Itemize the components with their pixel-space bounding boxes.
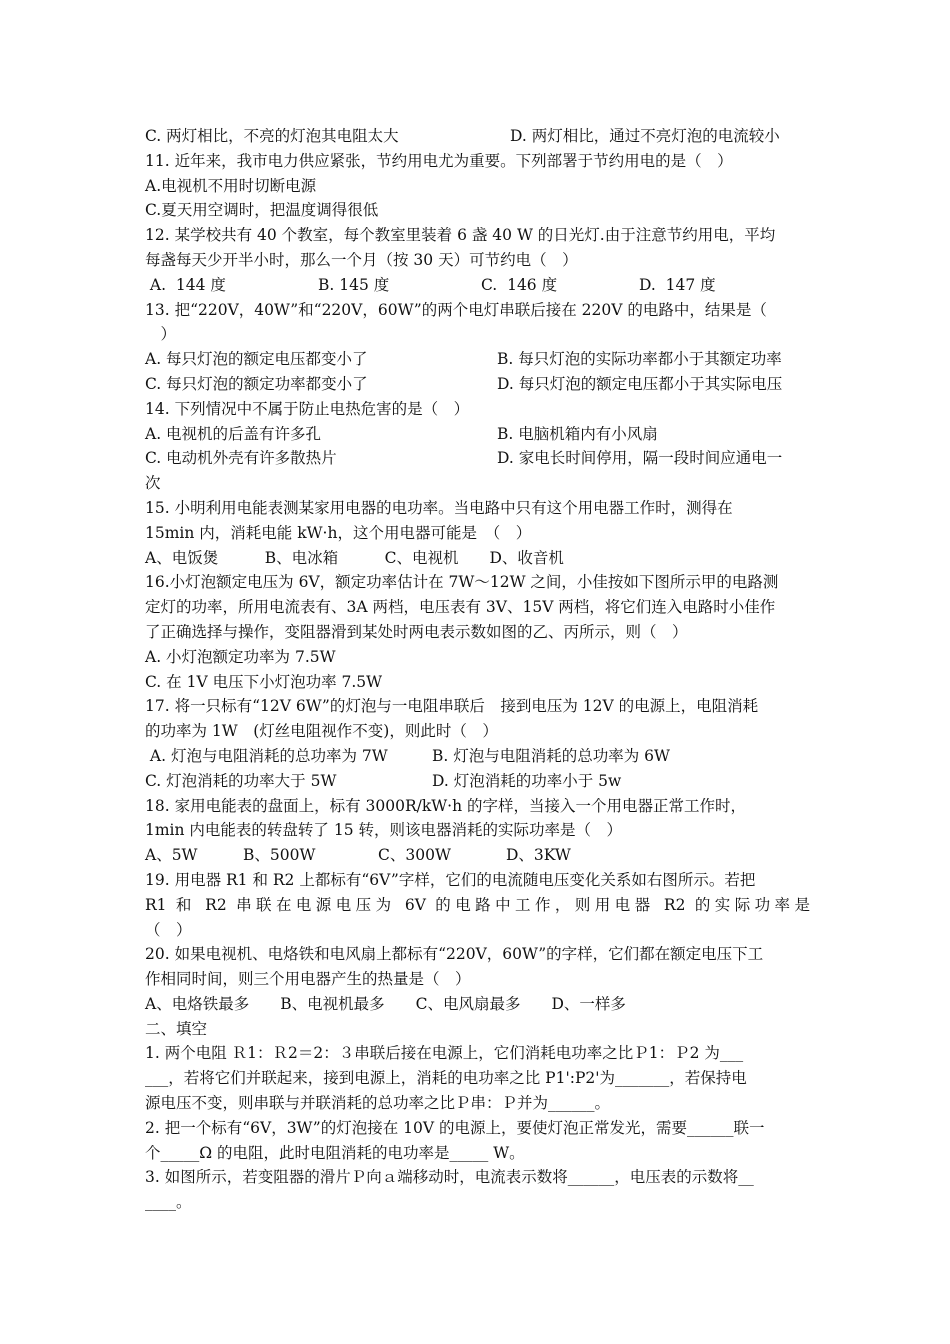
- option-text: D. 147 度: [639, 275, 716, 294]
- option-row: [145, 124, 810, 149]
- text-line: A. 小灯泡额定功率为 7.5W: [145, 647, 336, 666]
- option-row: [145, 422, 810, 447]
- option-row: [145, 769, 810, 794]
- option-row: [145, 273, 810, 298]
- text-line: 11. 近年来，我市电力供应紧张，节约用电尤为重要。下列部署于节约用电的是（ ）: [145, 151, 733, 170]
- text-line: 源电压不变，则串联与并联消耗的总功率之比Ｐ串：Ｐ并为______。: [145, 1094, 611, 1113]
- text-line: 17. 将一只标有“12V 6W”的灯泡与一电阻串联后 接到电压为 12V 的电源上，电阻消耗: [145, 697, 759, 716]
- text-line: 2. 把一个标有“6V，3W”的灯泡接在 10V 的电源上，要使灯泡正常发光，需要______联一: [145, 1118, 765, 1137]
- text-line: C. 在 1V 电压下小灯泡功率 7.5W: [145, 672, 383, 691]
- option-text: A、5W: [145, 846, 198, 865]
- text-line: ___，若将它们并联起来，接到电源上，消耗的电功率之比 P1':P2'为_______，若保持电: [145, 1069, 747, 1088]
- text-line: 16.小灯泡额定电压为 6V，额定功率估计在 7W～12W 之间，小佳按如下图所示甲的电路测: [145, 573, 779, 592]
- text-line: 19. 用电器 R1 和 R2 上都标有“6V”字样，它们的电流随电压变化关系如右图所示。若把: [145, 870, 756, 889]
- option-text: B、500W: [243, 846, 316, 865]
- text-line: 12. 某学校共有 40 个教室，每个教室里装着 6 盏 40 W 的日光灯.由于注意节约用电，平均: [145, 226, 776, 245]
- option-text: D. 每只灯泡的额定电压都小于其实际电压: [497, 374, 783, 393]
- option-text: D. 家电长时间停用，隔一段时间应通电一: [497, 449, 783, 468]
- option-text: C. 灯泡消耗的功率大于 5W: [145, 771, 337, 790]
- option-text: C. 每只灯泡的额定功率都变小了: [145, 374, 368, 393]
- option-text: B. 每只灯泡的实际功率都小于其额定功率: [497, 350, 782, 369]
- text-line: 的功率为 1W (灯丝电阻视作不变)，则此时（ ）: [145, 722, 498, 741]
- text-line: 18. 家用电能表的盘面上，标有 3000R/kW·h 的字样，当接入一个用电器正常工作时，: [145, 796, 747, 815]
- option-text: B. 电脑机箱内有小风扇: [497, 424, 658, 443]
- text-line: 定灯的功率，所用电流表有、3A 两档，电压表有 3V、15V 两档，将它们连入电路时小佳作: [145, 598, 776, 617]
- text-line: ____。: [145, 1193, 192, 1212]
- option-text: C、300W: [378, 846, 451, 865]
- text-line: A、电饭煲 B、电冰箱 C、电视机 D、收音机: [145, 548, 564, 567]
- text-line: （ ）: [145, 920, 192, 939]
- text-line: 个_____Ω 的电阻，此时电阻消耗的电功率是_____ W。: [145, 1143, 525, 1162]
- option-text: C. 两灯相比，不亮的灯泡其电阻太大: [145, 127, 399, 145]
- text-line: 每盏每天少开半小时，那么一个月（按 30 天）可节约电（ ）: [145, 250, 578, 269]
- option-text: D. 灯泡消耗的功率小于 5w: [432, 771, 622, 790]
- option-text: A. 灯泡与电阻消耗的总功率为 7W: [145, 746, 388, 765]
- option-row: [145, 372, 810, 397]
- option-row: [145, 843, 810, 868]
- option-text: A. 每只灯泡的额定电压都变小了: [145, 350, 368, 369]
- text-line: C.夏天用空调时，把温度调得很低: [145, 201, 379, 220]
- option-row: [145, 744, 810, 769]
- text-line: 了正确选择与操作，变阻器滑到某处时两电表示数如图的乙、丙所示，则（ ）: [145, 622, 688, 641]
- option-row: [145, 347, 810, 372]
- text-line: A.电视机不用时切断电源: [145, 176, 317, 195]
- text-line: 13. 把“220V，40W”和“220V，60W”的两个电灯串联后接在 220V 的电路中，结果是（: [145, 300, 767, 319]
- text-line: 14. 下列情况中不属于防止电热危害的是（ ）: [145, 399, 470, 418]
- option-text: C. 146 度: [481, 275, 558, 294]
- option-text: D、3KW: [506, 846, 571, 865]
- text-line: ）: [145, 325, 177, 344]
- option-text: A. 电视机的后盖有许多孔: [145, 424, 322, 443]
- text-line: 20. 如果电视机、电烙铁和电风扇上都标有“220V，60W”的字样，它们都在额定电压下工: [145, 945, 764, 964]
- document-page: [145, 124, 810, 1215]
- option-text: B. 145 度: [318, 275, 390, 294]
- text-line: 二、填空: [145, 1019, 208, 1038]
- option-text: B. 灯泡与电阻消耗的总功率为 6W: [432, 746, 670, 765]
- option-row: [145, 446, 810, 471]
- text-line: 作相同时间，则三个用电器产生的热量是（ ）: [145, 970, 471, 989]
- option-text: C. 电动机外壳有许多散热片: [145, 449, 337, 468]
- text-line: 1min 内电能表的转盘转了 15 转，则该电器消耗的实际功率是（ ）: [145, 821, 623, 840]
- option-text: A. 144 度: [145, 275, 226, 294]
- text-line: 15min 内，消耗电能 kW·h，这个用电器可能是 （ ）: [145, 523, 532, 542]
- text-line: A、电烙铁最多 B、电视机最多 C、电风扇最多 D、一样多: [145, 994, 626, 1013]
- text-line: 1. 两个电阻 Ｒ1：Ｒ2＝2：３串联后接在电源上，它们消耗电功率之比Ｐ1：Ｐ2 为___: [145, 1044, 744, 1063]
- text-line: 15. 小明利用电能表测某家用电器的电功率。当电路中只有这个用电器工作时，测得在: [145, 498, 733, 517]
- text-line: 3. 如图所示，若变阻器的滑片Ｐ向ａ端移动时，电流表示数将______，电压表的示数将__: [145, 1168, 754, 1187]
- text-line: R1 和 R2 串联在电源电压为 6V 的电路中工作，则用电器 R2 的实际功率是: [145, 895, 810, 914]
- option-text: D. 两灯相比，通过不亮灯泡的电流较小: [510, 127, 780, 145]
- text-line: 次: [145, 474, 161, 493]
